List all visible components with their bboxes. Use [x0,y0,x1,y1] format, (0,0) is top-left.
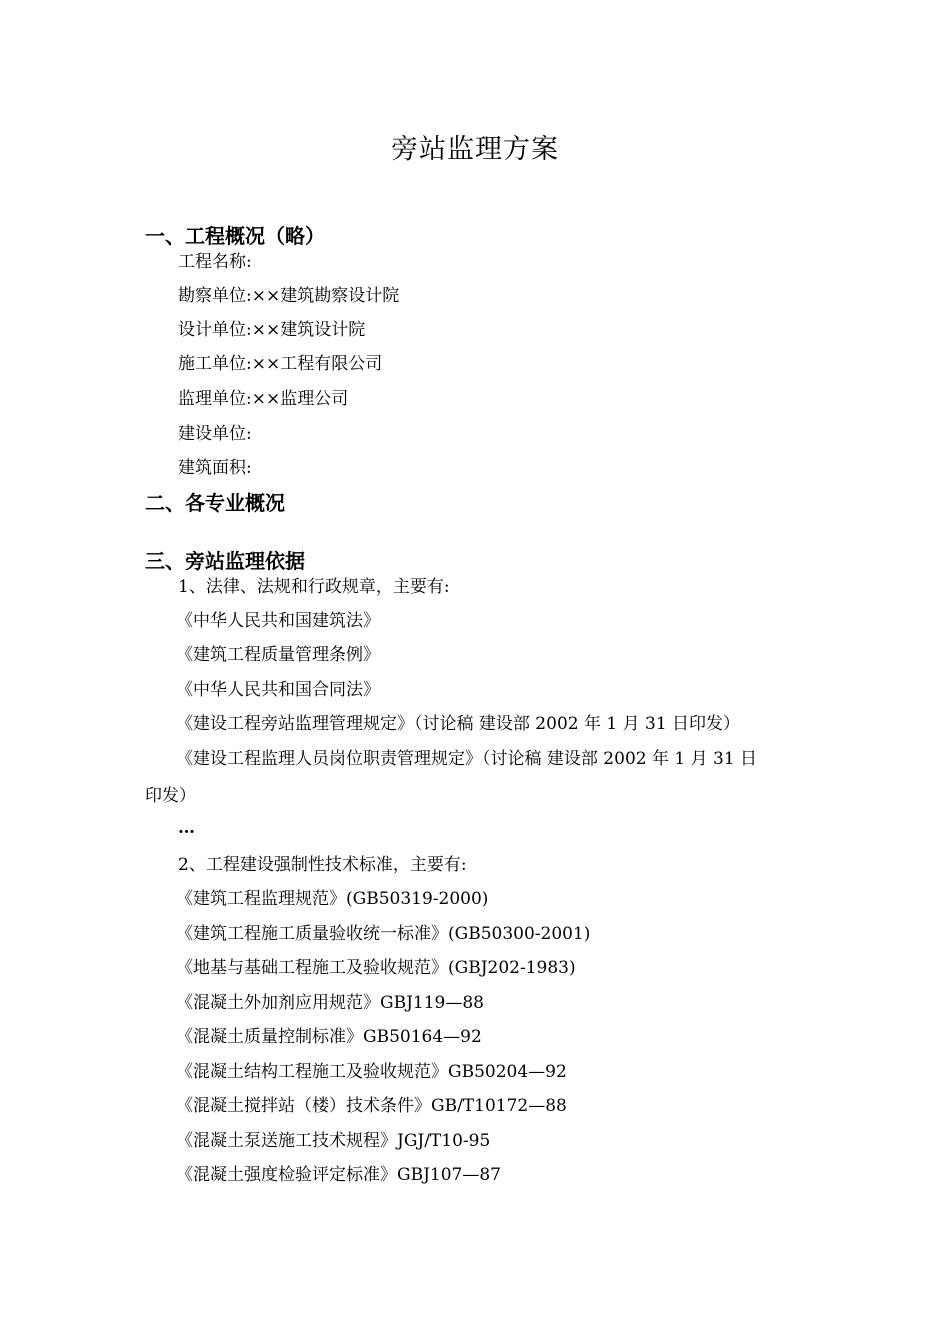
owner-unit-line: 建设单位: [178,424,252,444]
ellipsis: … [178,818,195,838]
standard-item: 《建筑工程监理规范》(GB50319-2000) [176,889,489,909]
section-heading-overview: 一、工程概况（略） [145,224,325,248]
construction-unit-line: 施工单位:××工程有限公司 [178,354,383,374]
law-item: 《中华人民共和国合同法》 [176,680,380,700]
standard-item: 《混凝土搅拌站（楼）技术条件》GB/T10172—88 [176,1096,567,1116]
standards-intro: 2、工程建设强制性技术标准，主要有: [178,855,467,875]
supervision-unit-line: 监理单位:××监理公司 [178,389,349,409]
project-name-line: 工程名称: [178,252,252,272]
building-area-line: 建筑面积: [178,458,252,478]
survey-unit-line: 勘察单位:××建筑勘察设计院 [178,286,400,306]
design-unit-line: 设计单位:××建筑设计院 [178,320,366,340]
document-title: 旁站监理方案 [391,134,559,165]
laws-intro: 1、法律、法规和行政规章，主要有: [178,577,450,597]
law-item: 《中华人民共和国建筑法》 [176,611,380,631]
standard-item: 《混凝土强度检验评定标准》GBJ107—87 [176,1165,501,1185]
standard-item: 《混凝土质量控制标准》GB50164—92 [176,1027,482,1047]
standard-item: 《地基与基础工程施工及验收规范》(GBJ202-1983) [176,958,576,978]
standard-item: 《混凝土外加剂应用规范》GBJ119—88 [176,993,484,1013]
section-heading-disciplines: 二、各专业概况 [145,491,285,515]
law-item: 《建设工程监理人员岗位职责管理规定》（讨论稿 建设部 2002 年 1 月 31 日 [176,749,758,769]
standard-item: 《混凝土结构工程施工及验收规范》GB50204—92 [176,1062,567,1082]
law-item-continuation: 印发） [145,786,196,806]
standard-item: 《建筑工程施工质量验收统一标准》(GB50300-2001) [176,924,591,944]
law-item: 《建设工程旁站监理管理规定》（讨论稿 建设部 2002 年 1 月 31 日印发） [176,714,741,734]
standard-item: 《混凝土泵送施工技术规程》JGJ/T10-95 [176,1131,491,1151]
section-heading-basis: 三、旁站监理依据 [145,549,305,573]
law-item: 《建筑工程质量管理条例》 [176,645,380,665]
